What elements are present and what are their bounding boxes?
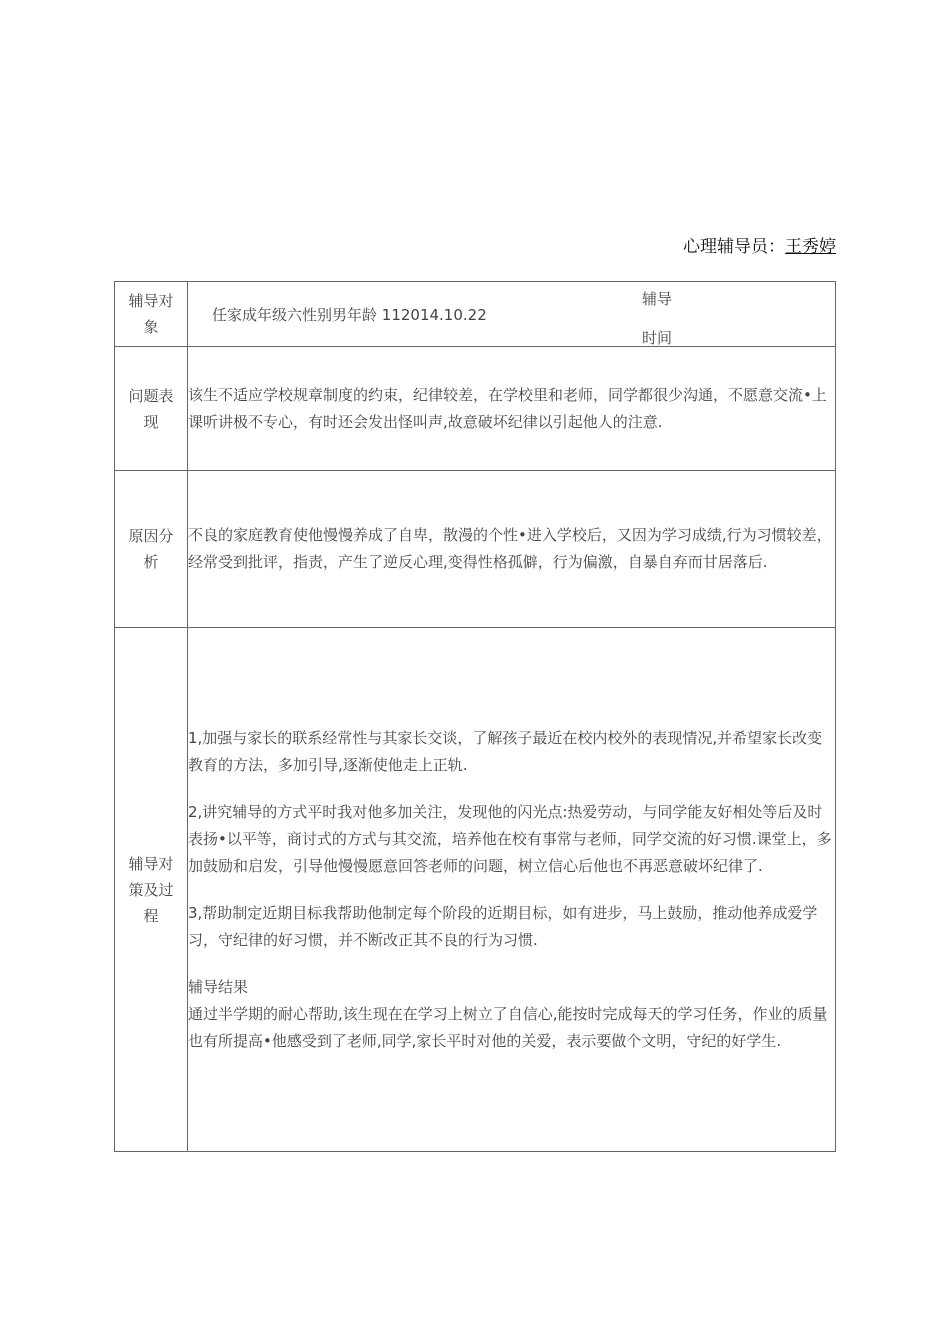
strategy-item-3: 3,帮助制定近期目标我帮助他制定每个阶段的近期目标，如有进步，马上鼓励，推动他养成爱学习，守纪律的好习惯，并不断改正其不良的行为习惯. <box>188 903 818 949</box>
row-content-problem <box>188 347 836 471</box>
strategy-item-1: 1,加强与家长的联系经常性与其家长交谈，了解孩子最近在校内校外的表现情况,并希望家长改变教育的方法，多加引导,逐渐使他走上正轨. <box>188 728 823 774</box>
table-row-subject <box>115 282 836 347</box>
time-label-line2: 时间 <box>642 329 673 347</box>
counselor-line <box>683 232 836 257</box>
problem-text: 该生不适应学校规章制度的约束，纪律较差，在学校里和老师，同学都很少沟通，不愿意交流•上课听讲极不专心，有时还会发出怪叫声,故意破坏纪律以引起他人的注意. <box>188 385 827 431</box>
counselor-label: 心理辅导员： <box>683 237 785 257</box>
strategy-item-2: 2,讲究辅导的方式平时我对他多加关注，发现他的闪光点:热爱劳动，与同学能友好相处等后及时表扬•以平等，商讨式的方式与其交流，培养他在校有事常与老师，同学交流的好习惯.课堂上，多加鼓励和启发，引导他慢慢愿意回答老师的问题，树立信心后他也不再恶意破坏纪律了. <box>188 802 832 875</box>
row-content-strategy <box>188 628 836 1152</box>
time-label-line1: 辅导 <box>642 290 673 308</box>
row-label-cause: 原因分析 <box>115 471 188 628</box>
result-text: 通过半学期的耐心帮助,该生现在在学习上树立了自信心,能按时完成每天的学习任务，作业的质量也有所提高•他感受到了老师,同学,家长平时对他的关爱，表示要做个文明，守纪的好学生. <box>188 1004 828 1050</box>
counseling-record-table <box>114 281 836 1152</box>
result-title: 辅导结果 <box>188 977 249 996</box>
row-label-subject: 辅导对象 <box>115 282 188 347</box>
row-label-problem: 问题表现 <box>115 347 188 471</box>
row-label-strategy: 辅导对策及过程 <box>115 628 188 1152</box>
row-content-subject <box>188 282 836 347</box>
table-row-strategy <box>115 628 836 1152</box>
subject-info: 任家成年级六性别男年龄 112014.10.22 <box>212 306 487 324</box>
counselor-name: 王秀婷 <box>785 237 836 257</box>
row-content-cause <box>188 471 836 628</box>
table-row-problem <box>115 347 836 471</box>
cause-text: 不良的家庭教育使他慢慢养成了自卑，散漫的个性•进入学校后，又因为学习成绩,行为习惯较差，经常受到批评，指责，产生了逆反心理,变得性格孤僻，行为偏激，自暴自弃而甘居落后. <box>188 526 832 571</box>
table-row-cause <box>115 471 836 628</box>
